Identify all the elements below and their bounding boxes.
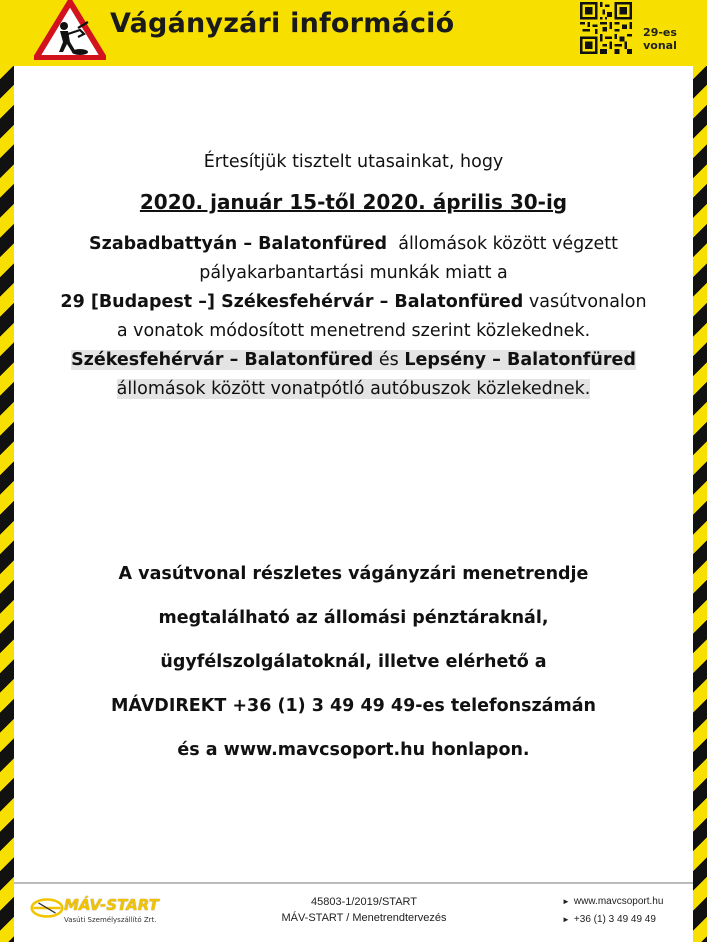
phone-contact[interactable]: [562, 914, 656, 925]
closing-line-2: megtalálható az állomási pénztáraknál,: [158, 608, 549, 628]
closing-line-3: ügyfélszolgálatoknál, illetve elérhető a: [160, 652, 547, 672]
bus-replacement-text: állomások között vonatpótló autóbuszok közlekednek.: [116, 379, 591, 399]
page-title: Vágányzári információ: [110, 8, 455, 39]
notice-intro: Értesítjük tisztelt utasainkat, hogy: [203, 152, 504, 172]
arrow-right-icon: ►: [562, 915, 570, 924]
hazard-border-left: [0, 0, 14, 942]
mav-start-logo-icon: [30, 896, 64, 920]
notice-body: [14, 66, 693, 882]
notice-details: [14, 230, 693, 404]
reason-line: pályakarbantartási munkák miatt a: [199, 263, 508, 283]
bus-section-b: Lepsény – Balatonfüred: [404, 350, 636, 370]
affected-section-text: állomások között végzett: [398, 234, 618, 254]
reference-number: 45803-1/2019/START: [311, 896, 417, 908]
qr-code-icon[interactable]: [580, 2, 632, 54]
logo-subtitle: Vasúti Személyszállító Zrt.: [64, 916, 157, 924]
footer-divider: [14, 882, 693, 884]
bus-replacement-line: [14, 346, 693, 375]
closure-period: 2020. január 15-től 2020. április 30-ig: [139, 190, 568, 214]
closing-line-1: A vasútvonal részletes vágányzári menetrendje: [118, 564, 589, 584]
affected-section: Szabadbattyán – Balatonfüred: [89, 234, 388, 254]
railway-line-line: [14, 288, 693, 317]
website-contact[interactable]: [562, 896, 663, 907]
bus-section-a: Székesfehérvár – Balatonfüred: [71, 350, 374, 370]
hazard-border-right: [693, 0, 707, 942]
closing-line-5: és a www.mavcsoport.hu honlapon.: [177, 740, 530, 760]
affected-section-line: [14, 230, 693, 259]
footer: [14, 882, 693, 942]
roadwork-warning-icon: [34, 0, 106, 60]
closing-info: [14, 552, 693, 772]
bus-replacement-highlight: [71, 350, 636, 370]
timetable-line: a vonatok módosított menetrend szerint közlekednek.: [116, 321, 591, 341]
phone-number[interactable]: +36 (1) 3 49 49 49: [573, 914, 656, 925]
railway-line: 29 [Budapest –] Székesfehérvár – Balatonfüred: [60, 292, 524, 312]
bus-replacement-text-line: [14, 375, 693, 404]
line-number-tag: 29-es vonal: [643, 26, 677, 52]
arrow-right-icon: ►: [562, 897, 570, 906]
header-bar: [0, 0, 707, 66]
bus-and: és: [378, 350, 399, 370]
website-link[interactable]: www.mavcsoport.hu: [573, 896, 664, 907]
railway-line-text: vasútvonalon: [528, 292, 647, 312]
mav-start-logo: MÁV-START: [64, 896, 159, 914]
department: MÁV-START / Menetrendtervezés: [281, 912, 447, 924]
closing-line-4: MÁVDIREKT +36 (1) 3 49 49 49-es telefonszámán: [110, 696, 596, 716]
